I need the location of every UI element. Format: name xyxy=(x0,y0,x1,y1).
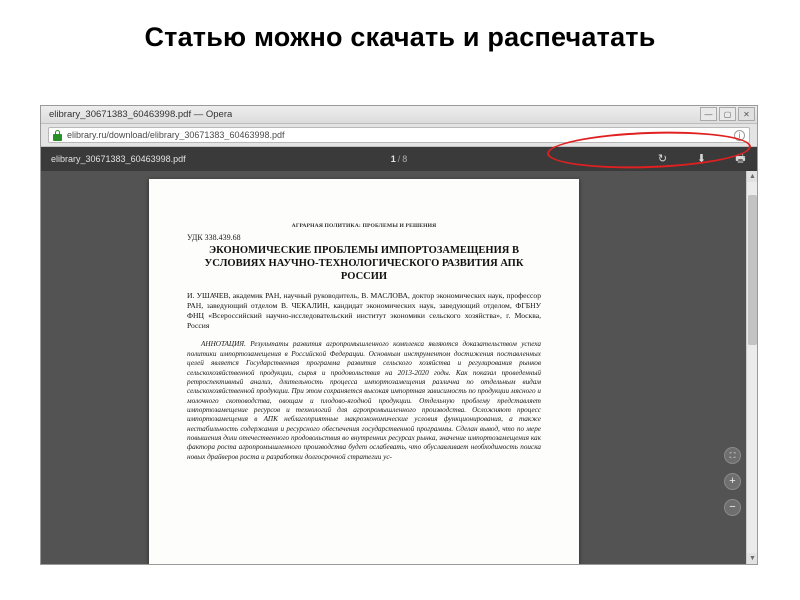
document-udk: УДК 338.439.68 xyxy=(187,233,241,242)
download-icon[interactable]: ⬇ xyxy=(696,152,707,165)
pdf-toolbar xyxy=(41,147,757,171)
url-input[interactable] xyxy=(48,127,750,143)
window-controls xyxy=(700,107,755,121)
address-bar-row xyxy=(41,124,757,147)
pdf-page-separator: / xyxy=(397,154,401,164)
info-icon[interactable]: i xyxy=(734,130,745,141)
vertical-scrollbar[interactable] xyxy=(746,171,757,564)
pdf-tool-buttons xyxy=(656,153,747,166)
zoom-in-button[interactable]: + xyxy=(724,473,741,490)
pdf-page-indicator xyxy=(391,154,408,164)
document-authors: И. УШАЧЕВ, академик РАН, научный руководитель, В. МАСЛОВА, доктор экономических наук, профессор РАН, заведующий отделом В. ЧЕКАЛИН, кандидат экономических наук, заведующий отделом, ФГБНУ ФНЦ «Всероссийский научно-исследовательский институт экономики сельского хозяйства», г. Москва, Россия xyxy=(187,291,541,331)
url-text: elibrary.ru/download/elibrary_30671383_60463998.pdf xyxy=(67,130,285,140)
lock-icon xyxy=(53,130,62,141)
page-title: Статью можно скачать и распечатать xyxy=(144,22,656,52)
scrollbar-thumb[interactable] xyxy=(748,195,757,345)
pdf-document-page xyxy=(149,179,579,564)
scroll-up-arrow[interactable]: ▲ xyxy=(747,171,757,182)
rotate-icon[interactable]: ↻ xyxy=(657,152,668,165)
pdf-page-area[interactable] xyxy=(41,171,757,564)
pdf-filename: elibrary_30671383_60463998.pdf xyxy=(51,154,186,164)
print-icon[interactable]: 🖶 xyxy=(735,152,746,165)
pdf-current-page: 1 xyxy=(390,154,396,164)
window-title: elibrary_30671383_60463998.pdf — Opera xyxy=(49,109,233,120)
minimize-button[interactable]: — xyxy=(700,107,717,121)
document-running-head: АГРАРНАЯ ПОЛИТИКА: ПРОБЛЕМЫ И РЕШЕНИЯ xyxy=(291,223,437,229)
document-title: ЭКОНОМИЧЕСКИЕ ПРОБЛЕМЫ ИМПОРТОЗАМЕЩЕНИЯ В УСЛОВИЯХ НАУЧНО-ТЕХНОЛОГИЧЕСКОГО РАЗВИТИЯ АПК РОССИИ xyxy=(204,245,524,282)
document-abstract: АННОТАЦИЯ. Результаты развития агропромышленного комплекса являются доказательством успеха политики импортозамещения в Российской Федерации. Основным инструментом достижения поставленных целей является Государственная программа развития сельского хозяйства и регулирования рынков сельскохозяйственной продукции, сырья и продовольствия на 2013-2020 годы. Как показал проведенный ретроспективный анализ, длительность процесса импортозамещения различна по отдельным видам сельскохозяйственной продукции. При этом сохраняется высокая импортная зависимость по продукции мясного и молочного скотоводства, овощам и плодово-ягодной продукции. Отдельную проблему представляет импортозамещение ресурсов и технологий для агропромышленного производства. Осложняют процесс импортозамещения в АПК неблагоприятные макроэкономические условия функционирования, а также нестабильность содержания и ресурсного обеспечения государственной программы. Сделан вывод, что по мере повышения доли отечественного продовольствия во внутренних ресурсах рынка, значение импортозамещения как фактора роста агропромышленного производства будет ослабевать, что обуславливает необходимость поиска новых драйверов роста и разработки долгосрочной стратегии ус- xyxy=(187,340,541,461)
browser-titlebar xyxy=(41,106,757,124)
pdf-total-pages: 8 xyxy=(402,154,408,164)
scroll-down-arrow[interactable]: ▼ xyxy=(747,553,757,564)
browser-window xyxy=(40,105,758,565)
fit-page-button[interactable]: ⛶ xyxy=(724,447,741,464)
maximize-button[interactable]: ▢ xyxy=(719,107,736,121)
zoom-out-button[interactable]: − xyxy=(724,499,741,516)
close-button[interactable]: ✕ xyxy=(738,107,755,121)
pdf-floating-controls xyxy=(724,447,741,516)
